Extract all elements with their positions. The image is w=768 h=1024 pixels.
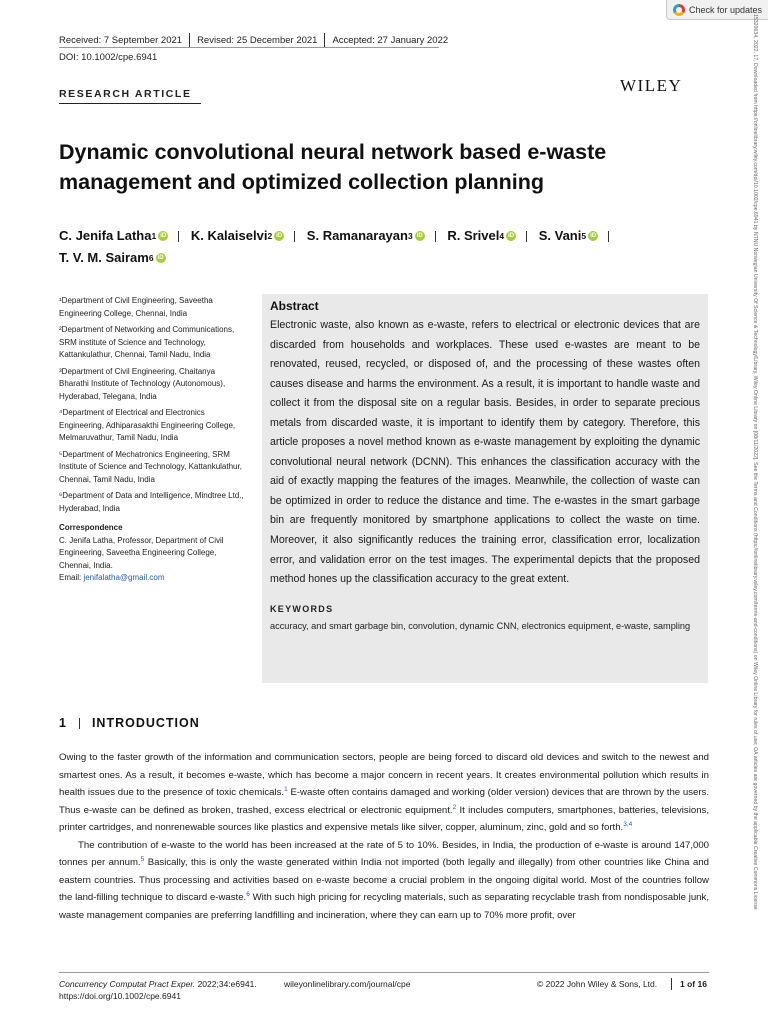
article-type-rule	[59, 103, 201, 104]
journal-volume: 2022;34:e6941.	[195, 979, 257, 989]
affiliations	[59, 295, 247, 585]
article-dates	[59, 33, 448, 47]
author-affiliation-number: 4	[499, 231, 505, 241]
author-affiliation-number: 1	[151, 231, 157, 241]
paragraph	[59, 837, 709, 925]
correspondence-text: C. Jenifa Latha, Professor, Department of Civil Engineering, Saveetha Engineering College, Chennai, India.	[59, 535, 224, 570]
revised-date: Revised: 25 December 2021	[197, 34, 318, 46]
email-link[interactable]: jenifalatha@gmail.com	[83, 573, 165, 582]
section-divider	[79, 718, 80, 729]
paragraph-text: Owing to the faster growth of the information and communication sectors, people are being forced to discard old devices and switch to the newest and smartest ones. As a result, it becomes e-waste, which has become a major concern in recent years. It creates environmental pollution which results in health issues due to the presence of toxic chemicals.	[59, 752, 709, 798]
citation-link[interactable]: 6	[246, 890, 250, 898]
page-number: 1 of 16	[680, 979, 707, 989]
footer-rule	[59, 972, 709, 973]
author-list	[59, 225, 699, 269]
footer-doi-link[interactable]: https://doi.org/10.1002/cpe.6941	[59, 991, 181, 1001]
author[interactable]	[59, 247, 166, 269]
author-name: S. Vani	[538, 228, 582, 243]
section-number: 1	[59, 716, 67, 730]
check-for-updates-label: Check for updates	[689, 4, 763, 15]
paragraph	[59, 749, 709, 837]
affiliation: ⁶Department of Data and Intelligence, Mindtree Ltd., Hyderabad, India	[59, 491, 244, 513]
publisher-logo: WILEY	[620, 76, 683, 95]
header-rule	[59, 47, 439, 48]
author[interactable]	[447, 225, 516, 247]
orcid-icon[interactable]: iD	[157, 255, 164, 261]
orcid-icon[interactable]: iD	[160, 233, 167, 239]
author-divider	[178, 231, 179, 242]
page-divider	[671, 978, 672, 990]
introduction-body	[59, 749, 709, 924]
author-name: R. Srivel	[447, 228, 500, 243]
abstract-box	[262, 294, 708, 683]
accepted-date: Accepted: 27 January 2022	[332, 34, 449, 46]
author[interactable]	[307, 225, 425, 247]
section-title: INTRODUCTION	[91, 716, 200, 730]
paragraph-text: Basically, this is only the waste generated within India not imported (both legally and illegally) from other countries like China and eastern countries. Thus processing and activities based on e-waste become a crucial problem in the ongoing digital world. Most of the countries follow the land-filling technique to discard e-waste.	[59, 857, 709, 903]
author[interactable]	[59, 225, 168, 247]
citation-link[interactable]: 1	[284, 785, 288, 793]
author-affiliation-number: 3	[407, 231, 413, 241]
correspondence-heading: Correspondence	[59, 523, 123, 532]
affiliation: ²Department of Networking and Communications, SRM institute of Science and Technology, Kattankulathur, Chennai, Tamil Nadu, India	[59, 325, 235, 359]
crossmark-icon	[673, 4, 685, 16]
section-heading	[59, 716, 200, 730]
affiliation: ⁵Department of Mechatronics Engineering, SRM Institute of Science and Technology, Kattankulathur, Chennai, Tamil Nadu, India	[59, 449, 242, 484]
journal-name: Concurrency Computat Pract Exper.	[59, 979, 196, 989]
author-divider	[526, 231, 527, 242]
paragraph-text: E-waste often contains damaged and working (older version) devices that are thrown by the users. Thus e-waste can be defined as broken, trashed, excess electrical or electronic equipment.	[59, 787, 710, 816]
affiliation: ⁴Department of Electrical and Electronics Engineering, Adhiparasakthi Engineering College, Melmaruvathur, Tamil Nadu, India	[59, 408, 236, 442]
author-divider	[435, 231, 436, 242]
received-date: Received: 7 September 2021	[59, 34, 183, 46]
journal-site-link[interactable]: wileyonlinelibrary.com/journal/cpe	[284, 979, 411, 989]
download-notice-text: 15320634, 2022, 17, Downloaded from https://onlinelibrary.wiley.com/doi/10.1002/cpe.6941 by NTNU Norwegian University Of Science & Technology/Library, Wiley Online Library on [08/11/2022]. See the Terms and Conditions (https://onlinelibrary.wiley.com/terms-and-conditions) on Wiley Online Library for rules of use; OA articles are governed by the applicable Creative Commons License	[752, 14, 758, 910]
paragraph-text: It includes computers, smartphones, batteries, televisions, printer cartridges, and nonrenewable sources like plastics and expensive metals like silver, copper, aluminum, zinc, gold and so forth.	[59, 804, 709, 833]
email-label: Email:	[59, 573, 84, 582]
author-name: K. Kalaiselvi	[190, 228, 268, 243]
article-type: RESEARCH ARTICLE	[59, 88, 192, 100]
keywords-text: accuracy, and smart garbage bin, convolution, dynamic CNN, electronics equipment, e-waste, sampling	[270, 620, 691, 631]
orcid-icon[interactable]: iD	[416, 233, 423, 239]
paragraph-text: The contribution of e-waste to the world has been increased at the rate of 5 to 10%. Besides, in India, the production of e-waste is around 147,000 tonnes per annum.	[59, 839, 709, 868]
author[interactable]	[539, 225, 598, 247]
copyright-notice: © 2022 John Wiley & Sons, Ltd.	[537, 979, 658, 989]
doi-text: DOI: 10.1002/cpe.6941	[59, 52, 158, 63]
author-divider	[608, 231, 609, 242]
abstract-heading: Abstract	[270, 299, 319, 313]
author[interactable]	[191, 225, 284, 247]
author-affiliation-number: 5	[581, 231, 587, 241]
download-notice	[744, 14, 762, 1014]
citation-link[interactable]: 2	[452, 803, 457, 811]
author-divider	[294, 231, 295, 242]
date-divider	[324, 33, 325, 47]
journal-citation	[59, 979, 257, 989]
article-title: Dynamic convolutional neural network based e-waste management and optimized collection planning	[59, 140, 607, 194]
citation-link[interactable]: 3,4	[623, 820, 633, 828]
author-name: T. V. M. Sairam	[59, 250, 149, 265]
author-affiliation-number: 6	[148, 253, 154, 263]
affiliation: ³Department of Civil Engineering, Chaitanya Bharathi Institute of Technology (Autonomous), Hyderabad, Telegana, India	[59, 366, 226, 401]
author-name: S. Ramanarayan	[306, 228, 408, 243]
paragraph-text: With such high pricing for recycling materials, such as separating recyclable trash from nondisposable junk, waste management companies are preferring landfilling and incineration, where they can earn up to 70% more profit, over	[59, 892, 709, 921]
orcid-icon[interactable]: iD	[276, 233, 283, 239]
author-affiliation-number: 2	[267, 231, 273, 241]
author-name: C. Jenifa Latha	[59, 228, 152, 243]
orcid-icon[interactable]: iD	[590, 233, 597, 239]
date-divider	[189, 33, 190, 47]
citation-link[interactable]: 5	[140, 855, 145, 863]
affiliation: ¹Department of Civil Engineering, Saveetha Engineering College, Chennai, India	[59, 296, 213, 318]
orcid-icon[interactable]: iD	[508, 233, 515, 239]
keywords-heading: KEYWORDS	[270, 603, 334, 614]
abstract-text: Electronic waste, also known as e-waste, refers to electrical or electronic devices that are discarded from households and workplaces. These used e-wastes are meant to be renovated, reused, recycled, or disposed of, and the processing of these wastes often causes disease and harms the environment. As a result, it is important to handle waste and collect it from the disposal site on a regular basis. Besides, in order to separate precious metals from discarded waste, it is important to identify them by category. Therefore, this article proposes a novel method known as e-waste management by exploiting the dynamic convolutional neural network (DCNN). This enhances the classification accuracy with the aid of exactly mapping the features of the images. Meanwhile, the collection of waste can be optimized in order to reduce the distance and time. The e-wastes in the smart garbage bin are frequently monitored by smartphone applications to collect the waste on time. Moreover, it also significantly reduces the training error, classification error, localization error, and validation error on the test images. The experimental depicts that the proposed method hones up the classification accuracy to the great extent.	[270, 319, 700, 586]
correspondence-email-line	[59, 572, 247, 585]
